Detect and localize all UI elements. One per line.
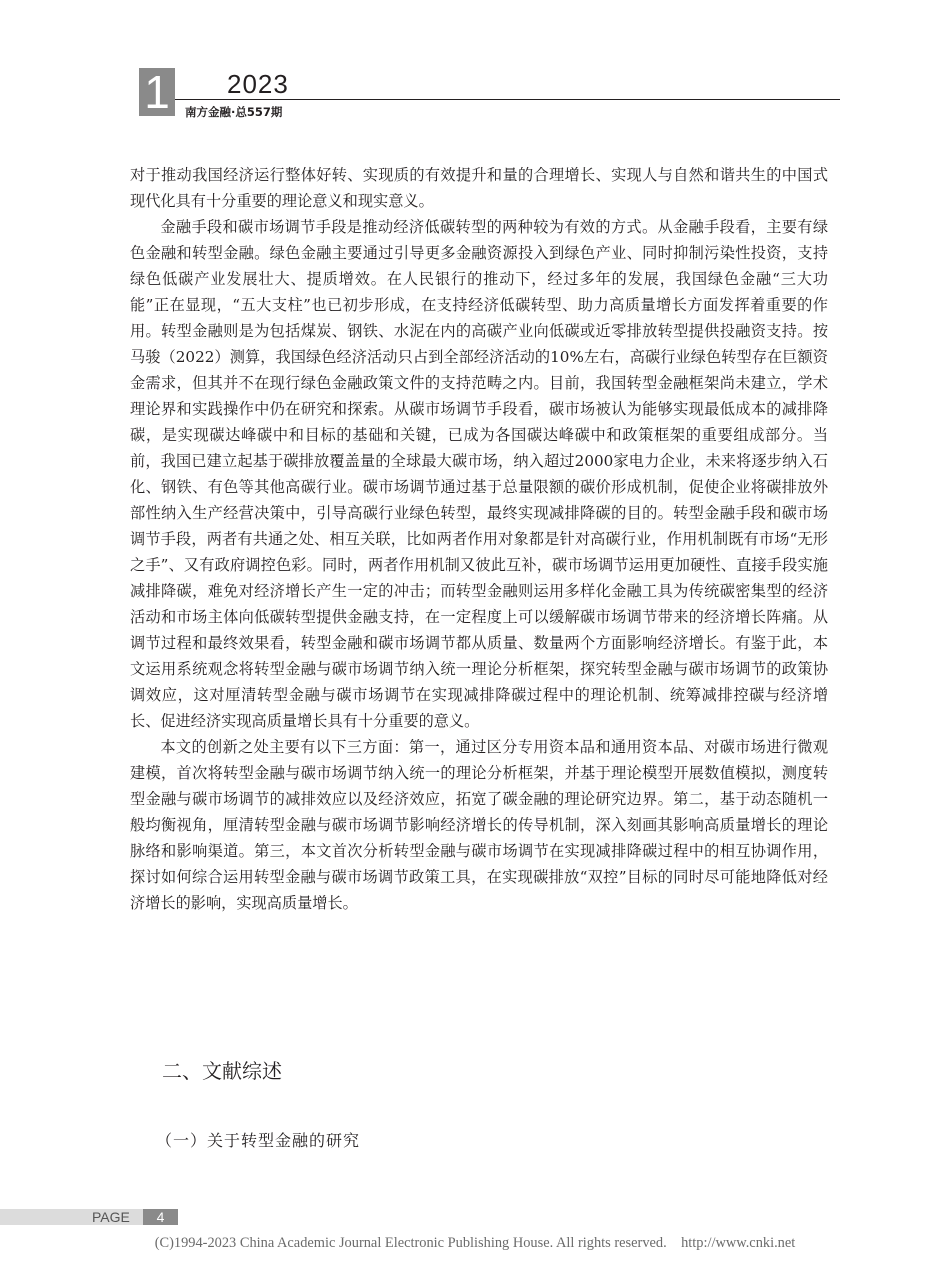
paragraph: 本文的创新之处主要有以下三方面：第一，通过区分专用资本品和通用资本品、对碳市场进行微观建模，首次将转型金融与碳市场调节纳入统一的理论分析框架，并基于理论模型开展数值模拟，测度转型金融与碳市场调节的减排效应以及经济效应，拓宽了碳金融的理论研究边界。第二，基于动态随机一般均衡视角，厘清转型金融与碳市场调节影响经济增长的传导机制，深入刻画其影响高质量增长的理论脉络和影响渠道。第三，本文首次分析转型金融与碳市场调节在实现减排降碳过程中的相互协调作用，探讨如何综合运用转型金融与碳市场调节政策工具，在实现碳排放“双控”目标的同时尽可能地降低对经济增长的影响，实现高质量增长。 bbox=[130, 738, 828, 912]
article-body bbox=[130, 162, 828, 916]
section-heading: 二、文献综述 bbox=[162, 1059, 282, 1083]
header-rule bbox=[175, 99, 840, 100]
subsection-heading: （一）关于转型金融的研究 bbox=[156, 1131, 361, 1150]
header-year: 2023 bbox=[227, 69, 289, 99]
paragraph: 金融手段和碳市场调节手段是推动经济低碳转型的两种较为有效的方式。从金融手段看，主要有绿色金融和转型金融。绿色金融主要通过引导更多金融资源投入到绿色产业、同时抑制污染性投资，支持绿色低碳产业发展壮大、提质增效。在人民银行的推动下，经过多年的发展，我国绿色金融“三大功能”正在显现，“五大支柱”也已初步形成，在支持经济低碳转型、助力高质量增长方面发挥着重要的作用。转型金融则是为包括煤炭、钢铁、水泥在内的高碳产业向低碳或近零排放转型提供投融资支持。按马骏（2022）测算，我国绿色经济活动只占到全部经济活动的10%左右，高碳行业绿色转型存在巨额资金需求，但其并不在现行绿色金融政策文件的支持范畴之内。目前，我国转型金融框架尚未建立，学术理论界和实践操作中仍在研究和探索。从碳市场调节手段看，碳市场被认为能够实现最低成本的减排降碳，是实现碳达峰碳中和目标的基础和关键，已成为各国碳达峰碳中和政策框架的重要组成部分。当前，我国已建立起基于碳排放覆盖量的全球最大碳市场，纳入超过2000家电力企业，未来将逐步纳入石化、钢铁、有色等其他高碳行业。碳市场调节通过基于总量限额的碳价形成机制，促使企业将碳排放外部性纳入生产经营决策中，引导高碳行业绿色转型，最终实现减排降碳的目的。转型金融手段和碳市场调节手段，两者有共通之处、相互关联，比如两者作用对象都是针对高碳行业，作用机制既有市场“无形之手”、又有政府调控色彩。同时，两者作用机制又彼此互补，碳市场调节运用更加硬性、直接手段实施减排降碳，难免对经济增长产生一定的冲击；而转型金融则运用多样化金融工具为传统碳密集型的经济活动和市场主体向低碳转型提供金融支持，在一定程度上可以缓解碳市场调节带来的经济增长阵痛。从调节过程和最终效果看，转型金融和碳市场调节都从质量、数量两个方面影响经济增长。有鉴于此，本文运用系统观念将转型金融与碳市场调节纳入统一理论分析框架，探究转型金融与碳市场调节的政策协调效应，这对厘清转型金融与碳市场调节在实现减排降碳过程中的理论机制、统筹减排控碳与经济增长、促进经济实现高质量增长具有十分重要的意义。 bbox=[130, 218, 828, 730]
page-label: PAGE bbox=[92, 1209, 130, 1225]
issue-number-block: 1 bbox=[139, 68, 175, 116]
journal-name: 南方金融·总557期 bbox=[185, 105, 283, 119]
page-number: 4 bbox=[143, 1209, 178, 1225]
copyright-line: (C)1994-2023 China Academic Journal Electronic Publishing House. All rights reserved. http://www.cnki.net bbox=[154, 1235, 796, 1251]
paragraph-continuation: 对于推动我国经济运行整体好转、实现质的有效提升和量的合理增长、实现人与自然和谐共生的中国式现代化具有十分重要的理论意义和现实意义。 bbox=[130, 166, 828, 210]
